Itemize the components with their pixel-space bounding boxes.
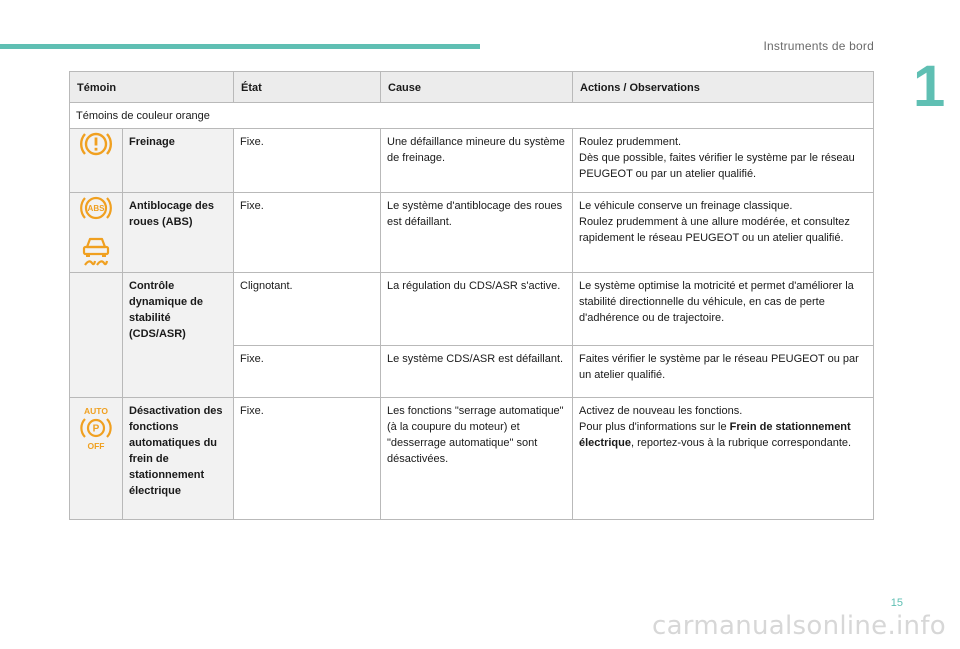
brake-warning-icon bbox=[70, 129, 123, 193]
page-number: 15 bbox=[890, 597, 903, 609]
indicator-state: Fixe. bbox=[234, 193, 381, 273]
indicator-state: Clignotant. bbox=[234, 273, 381, 346]
column-header-etat: État bbox=[234, 72, 381, 103]
actions-text-2: , reportez-vous à la rubrique correspondante. bbox=[630, 437, 852, 449]
indicator-state: Fixe. bbox=[234, 398, 381, 520]
auto-parking-brake-off-icon bbox=[70, 398, 123, 520]
watermark: carmanualsonline.info bbox=[651, 611, 946, 641]
indicator-name: Désactivation des fonctions automatiques du frein de stationnement électrique bbox=[123, 398, 234, 520]
indicator-actions: Faites vérifier le système par le réseau PEUGEOT ou par un atelier qualifié. bbox=[573, 346, 874, 398]
actions-link-text: Frein de stationnement électrique bbox=[579, 421, 851, 449]
column-header-temoin: Témoin bbox=[70, 72, 234, 103]
icon-text-auto: AUTO bbox=[84, 406, 108, 416]
table-row bbox=[70, 193, 874, 273]
column-header-actions: Actions / Observations bbox=[573, 72, 874, 103]
stability-control-icon bbox=[70, 273, 123, 398]
indicator-state: Fixe. bbox=[234, 129, 381, 193]
svg-text:ABS: ABS bbox=[87, 204, 105, 214]
table-row bbox=[70, 398, 874, 520]
indicator-name: Freinage bbox=[123, 129, 234, 193]
section-title: Témoins de couleur orange bbox=[70, 103, 874, 129]
indicator-actions: Roulez prudemment. Dès que possible, faites vérifier le système par le réseau PEUGEOT ou par un atelier qualifié. bbox=[573, 129, 874, 193]
header-accent-bar bbox=[0, 44, 480, 49]
warning-lights-table bbox=[69, 71, 874, 520]
column-header-cause: Cause bbox=[381, 72, 573, 103]
chapter-number: 1 bbox=[913, 54, 946, 119]
indicator-cause: Les fonctions "serrage automatique" (à la coupure du moteur) et "desserrage automatique" sont désactivées. bbox=[381, 398, 573, 520]
indicator-cause: Une défaillance mineure du système de freinage. bbox=[381, 129, 573, 193]
indicator-actions: Le véhicule conserve un freinage classique. Roulez prudemment à une allure modérée, et consultez rapidement le réseau PEUGEOT ou un atelier qualifié. bbox=[573, 193, 874, 273]
table-row bbox=[70, 273, 874, 346]
indicator-actions bbox=[573, 398, 874, 520]
section-row bbox=[70, 103, 874, 129]
header-title: Instruments de bord bbox=[763, 39, 874, 53]
indicator-state: Fixe. bbox=[234, 346, 381, 398]
indicator-actions: Le système optimise la motricité et permet d'améliorer la stabilité directionnelle du véhicule, en cas de perte d'adhérence ou de trajectoire. bbox=[573, 273, 874, 346]
actions-text-1: Activez de nouveau les fonctions. Pour plus d'informations sur le bbox=[579, 405, 743, 433]
table-header-row bbox=[70, 72, 874, 103]
icon-text-off: OFF bbox=[87, 441, 105, 450]
indicator-cause: La régulation du CDS/ASR s'active. bbox=[381, 273, 573, 346]
indicator-cause: Le système CDS/ASR est défaillant. bbox=[381, 346, 573, 398]
indicator-name: Contrôle dynamique de stabilité (CDS/ASR) bbox=[123, 273, 234, 398]
svg-text:P: P bbox=[92, 423, 100, 435]
indicator-name: Antiblocage des roues (ABS) bbox=[123, 193, 234, 273]
table-row bbox=[70, 129, 874, 193]
indicator-cause: Le système d'antiblocage des roues est défaillant. bbox=[381, 193, 573, 273]
